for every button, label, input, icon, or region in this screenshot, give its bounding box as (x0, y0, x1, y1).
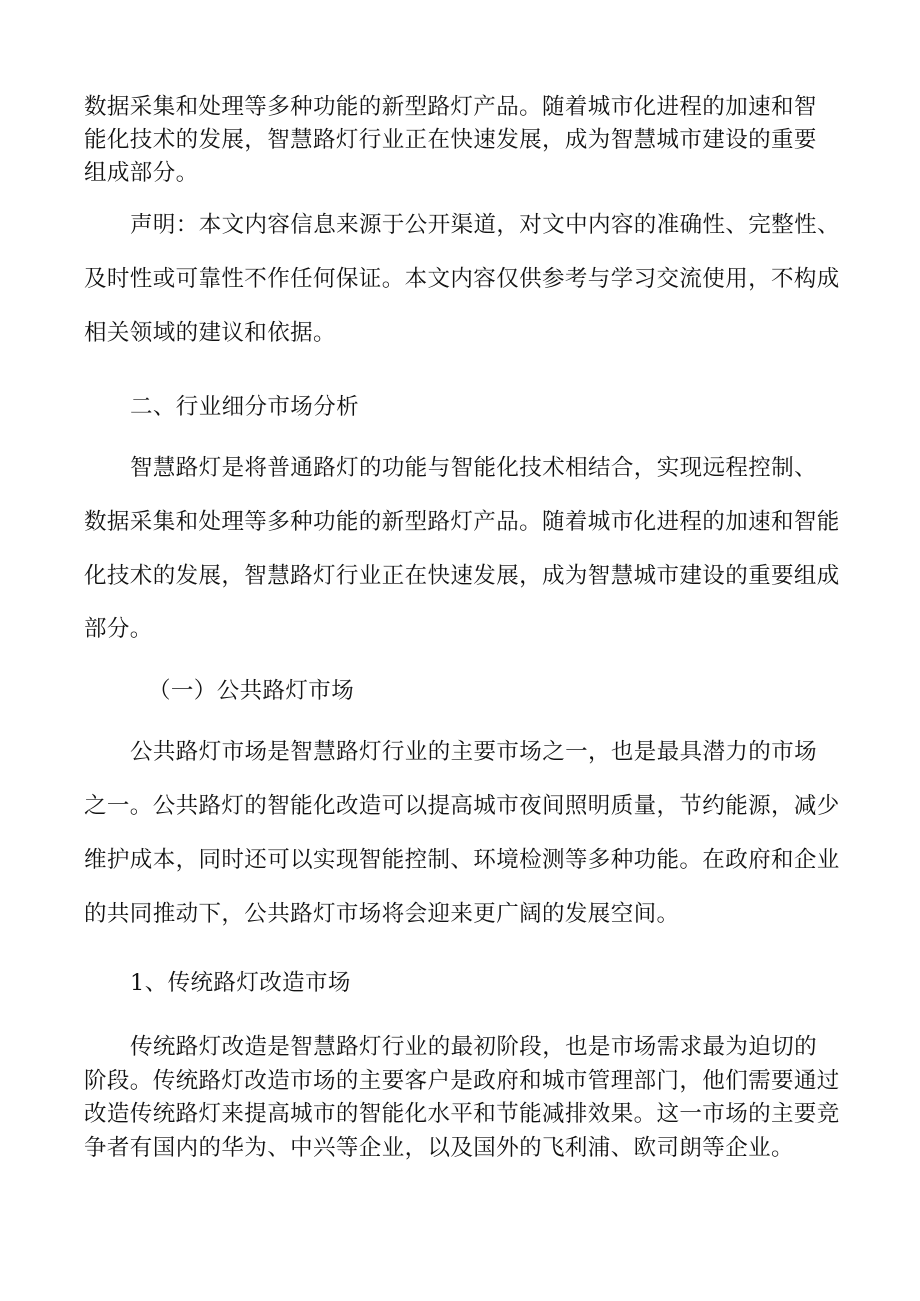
item-paragraph-line: 争者有国内的华为、中兴等企业，以及国外的飞利浦、欧司朗等企业。 (84, 1135, 794, 1161)
item-paragraph-line: 改造传统路灯来提高城市的智能化水平和节能减排效果。这一市场的主要竞 (84, 1101, 840, 1127)
section-paragraph-line: 数据采集和处理等多种功能的新型路灯产品。随着城市化进程的加速和智能 (84, 509, 840, 535)
section-heading: 二、行业细分市场分析 (130, 394, 360, 420)
disclaimer-line: 相关领域的建议和依据。 (84, 320, 336, 346)
paragraph-line: 组成部分。 (84, 160, 199, 186)
subsection-paragraph-line: 之一。公共路灯的智能化改造可以提高城市夜间照明质量，节约能源，减少 (84, 793, 840, 819)
section-paragraph-line: 化技术的发展，智慧路灯行业正在快速发展，成为智慧城市建设的重要组成 (84, 563, 840, 589)
subsection-paragraph-line: 公共路灯市场是智慧路灯行业的主要市场之一，也是最具潜力的市场 (130, 739, 818, 765)
paragraph-line: 能化技术的发展，智慧路灯行业正在快速发展，成为智慧城市建设的重要 (84, 127, 817, 153)
section-paragraph-line: 部分。 (84, 616, 153, 642)
subsection-paragraph-line: 维护成本，同时还可以实现智能控制、环境检测等多种功能。在政府和企业 (84, 847, 840, 873)
subsection-heading: （一）公共路灯市场 (148, 678, 355, 704)
disclaimer-line: 及时性或可靠性不作任何保证。本文内容仅供参考与学习交流使用，不构成 (84, 266, 840, 292)
subsection-paragraph-line: 的共同推动下，公共路灯市场将会迎来更广阔的发展空间。 (84, 901, 680, 927)
section-paragraph-line: 智慧路灯是将普通路灯的功能与智能化技术相结合，实现远程控制、 (130, 455, 818, 481)
item-paragraph-line: 传统路灯改造是智慧路灯行业的最初阶段，也是市场需求最为迫切的 (130, 1034, 818, 1060)
item-paragraph-line: 阶段。传统路灯改造市场的主要客户是政府和城市管理部门，他们需要通过 (84, 1068, 840, 1094)
paragraph-line: 数据采集和处理等多种功能的新型路灯产品。随着城市化进程的加速和智 (84, 94, 817, 120)
item-heading: 1、传统路灯改造市场 (130, 970, 351, 996)
disclaimer-line: 声明：本文内容信息来源于公开渠道，对文中内容的准确性、完整性、 (130, 212, 840, 238)
